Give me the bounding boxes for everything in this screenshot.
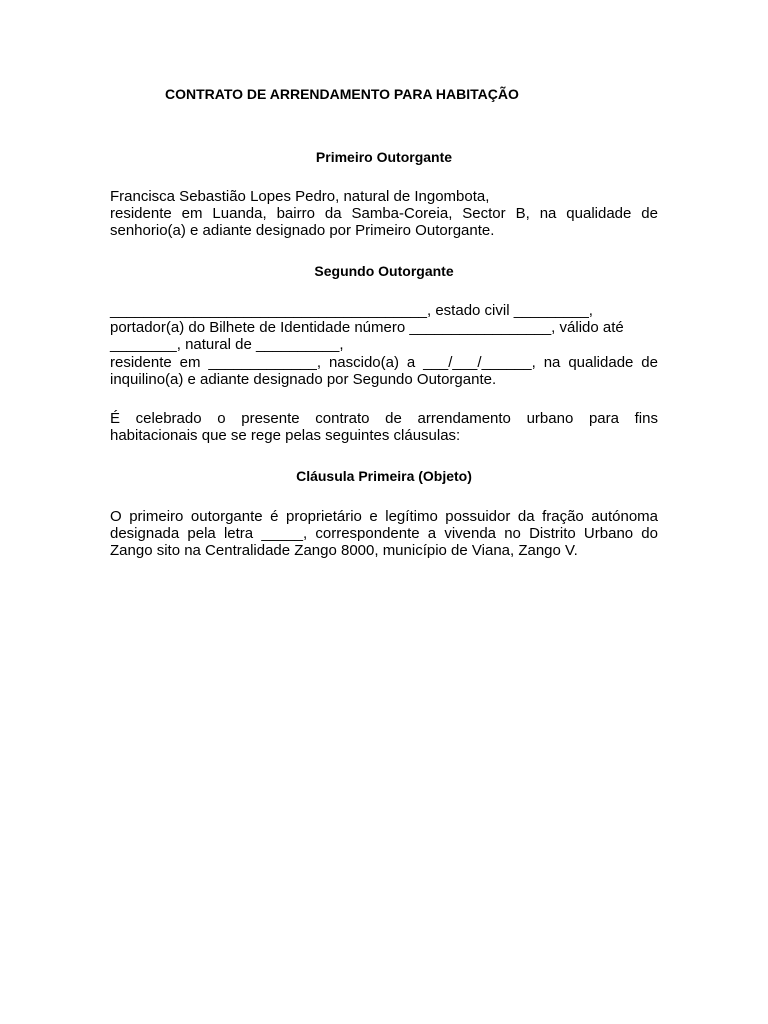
text-line: É celebrado o presente contrato de arrendamento urbano para fins (110, 410, 658, 427)
heading-primeiro-outorgante: Primeiro Outorgante (315, 149, 453, 165)
heading-clausula-primeira: Cláusula Primeira (Objeto) (296, 468, 472, 484)
paragraph-clausula-primeira (110, 508, 658, 560)
text-line: residente em _____________, nascido(a) a ___/___/______, na qualidade de (110, 353, 658, 371)
text-line: senhorio(a) e adiante designado por Primeiro Outorgante. (110, 222, 495, 240)
paragraph-primeiro-outorgante (110, 188, 658, 240)
text-line: O primeiro outorgante é proprietário e legítimo possuidor da fração autónoma (110, 508, 658, 525)
paragraph-segundo-outorgante (110, 302, 658, 388)
text-line: inquilino(a) e adiante designado por Segundo Outorgante. (110, 370, 497, 388)
document-title: CONTRATO DE ARRENDAMENTO PARA HABITAÇÃO (165, 86, 519, 102)
text-line: designada pela letra _____, correspondente a vivenda no Distrito Urbano do (110, 525, 658, 543)
text-line: ________, natural de __________, (110, 336, 344, 354)
heading-segundo-outorgante: Segundo Outorgante (314, 263, 454, 279)
text-line: Zango sito na Centralidade Zango 8000, município de Viana, Zango V. (110, 542, 578, 560)
text-line: residente em Luanda, bairro da Samba-Coreia, Sector B, na qualidade de (110, 205, 658, 223)
text-line: ______________________________________, estado civil _________, (110, 302, 593, 319)
text-line: habitacionais que se rege pelas seguintes cláusulas: (110, 427, 461, 445)
text-line: portador(a) do Bilhete de Identidade número _________________, válido até (110, 319, 624, 337)
text-line: Francisca Sebastião Lopes Pedro, natural de Ingombota, (110, 188, 490, 205)
paragraph-celebrado (110, 410, 658, 444)
